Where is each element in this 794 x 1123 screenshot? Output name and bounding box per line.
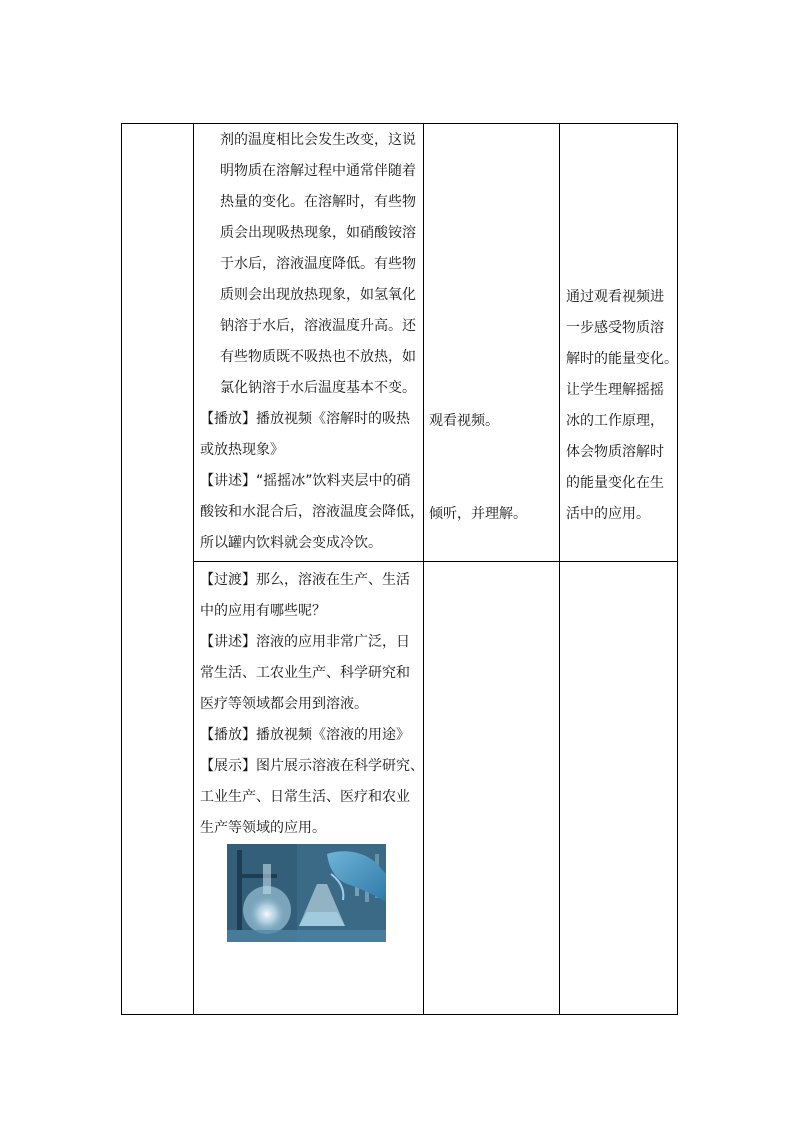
text-line: 【过渡】那么，溶液在生产、生活	[200, 572, 410, 588]
text-line: 活中的应用。	[566, 506, 650, 522]
text-line: 【讲述】溶液的应用非常广泛，日	[200, 634, 410, 650]
flask-illustration	[227, 844, 386, 942]
text-line: 所以罐内饮料就会变成冷饮。	[200, 535, 382, 551]
text-line: 于水后，溶液温度降低。有些物	[220, 256, 416, 272]
column-divider	[193, 124, 194, 1014]
text-line: 生产等领域的应用。	[200, 820, 326, 836]
text-line: 酸铵和水混合后，溶液温度会降低，	[200, 504, 424, 520]
text-line: 医疗等领域都会用到溶液。	[200, 696, 368, 712]
text-line: 常生活、工农业生产、科学研究和	[200, 665, 410, 681]
text-line: 冰的工作原理，	[566, 413, 664, 429]
text-line: 钠溶于水后，溶液温度升高。还	[220, 318, 416, 334]
text-line: 让学生理解摇摇	[566, 382, 664, 398]
column-divider	[559, 124, 560, 1014]
text-line: 【播放】播放视频《溶解时的吸热	[200, 411, 410, 427]
text-line: 【讲述】“摇摇冰”饮料夹层中的硝	[200, 473, 411, 489]
text-line: 有些物质既不吸热也不放热，如	[220, 349, 416, 365]
text-line: 的能量变化在生	[566, 475, 664, 491]
text-line: 质则会出现放热现象，如氢氧化	[220, 287, 416, 303]
text-line: 解时的能量变化。	[566, 351, 678, 367]
laboratory-flask-photo	[227, 844, 386, 942]
text-line: 热量的变化。在溶解时，有些物	[220, 194, 416, 210]
row1-content-actions	[200, 404, 424, 559]
text-line: 一步感受物质溶	[566, 320, 664, 336]
lesson-table	[121, 123, 678, 1015]
text-line: 或放热现象》	[200, 442, 284, 458]
text-line: 明物质在溶解过程中通常伴随着	[220, 163, 416, 179]
text-line: 中的应用有哪些呢？	[200, 603, 326, 619]
row2-content	[200, 565, 424, 844]
text-line: 质会出现吸热现象，如硝酸铵溶	[220, 225, 416, 241]
text-line: 【展示】图片展示溶液在科学研究、	[200, 758, 424, 774]
row1-content-indented	[220, 125, 416, 404]
text-line: 体会物质溶解时	[566, 444, 664, 460]
text-line: 工业生产、日常生活、医疗和农业	[200, 789, 410, 805]
student-activity: 观看视频。	[429, 413, 499, 429]
text-line: 通过观看视频进	[566, 289, 664, 305]
text-line: 剂的温度相比会发生改变，这说	[220, 132, 416, 148]
text-line: 【播放】播放视频《溶液的用途》	[200, 727, 410, 743]
design-intent	[566, 282, 678, 530]
text-line: 氯化钠溶于水后温度基本不变。	[220, 380, 416, 396]
row-divider	[193, 561, 677, 562]
student-activity: 倾听，并理解。	[429, 506, 527, 522]
